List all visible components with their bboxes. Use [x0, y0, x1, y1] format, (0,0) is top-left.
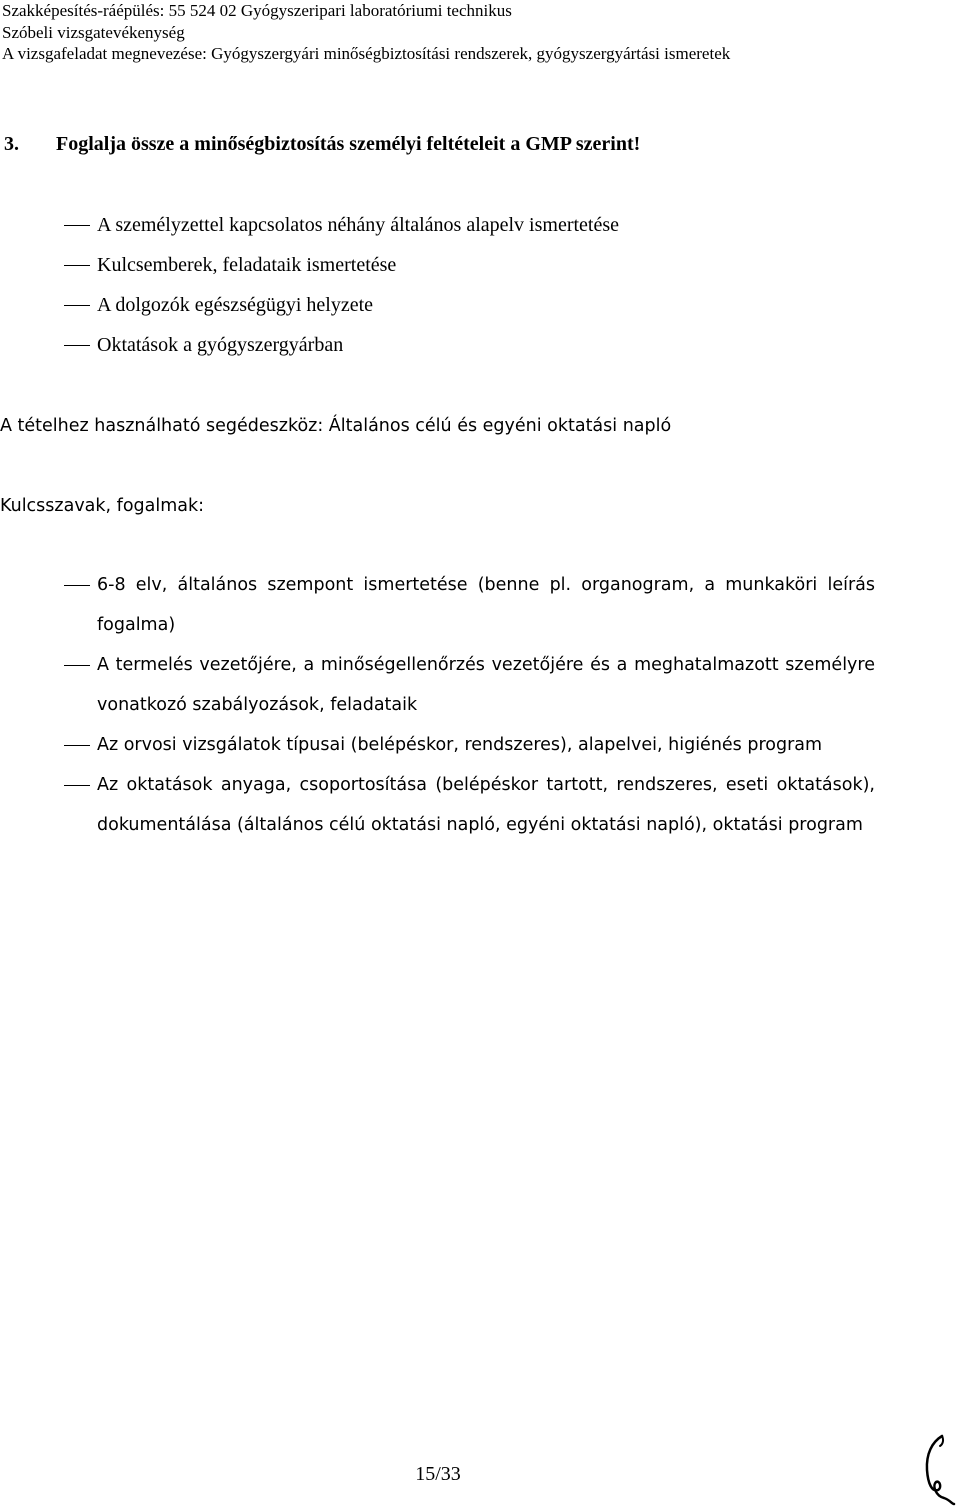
document-header	[2, 0, 952, 65]
signature-icon	[920, 1432, 956, 1506]
list-item: Kulcsemberek, feladataik ismertetése	[0, 245, 875, 285]
list-item: Az oktatások anyaga, csoportosítása (belépéskor tartott, rendszeres, eseti oktatások), dokumentálása (általános célú oktatási napló, egyéni oktatási napló), oktatási program	[0, 765, 875, 845]
list-item: A személyzettel kapcsolatos néhány általános alapelv ismertetése	[0, 205, 875, 245]
header-task-name: A vizsgafeladat megnevezése: Gyógyszergyári minőségbiztosítási rendszerek, gyógyszergyártási ismeretek	[2, 44, 731, 63]
topic-list	[0, 205, 875, 365]
dash-bullet-icon	[64, 745, 90, 746]
dash-bullet-icon	[64, 785, 90, 786]
dash-bullet-icon	[64, 665, 90, 666]
keyword-list	[0, 565, 875, 845]
dash-bullet-icon	[64, 305, 90, 306]
header-qualification: Szakképesítés-ráépülés: 55 524 02 Gyógyszeripari laboratóriumi technikus	[2, 1, 512, 20]
list-item: Az orvosi vizsgálatok típusai (belépéskor, rendszeres), alapelvei, higiénés program	[0, 725, 875, 765]
list-item: A termelés vezetőjére, a minőségellenőrzés vezetőjére és a meghatalmazott személyre vonatkozó szabályozások, feladataik	[0, 645, 875, 725]
dash-bullet-icon	[64, 345, 90, 346]
list-item: Oktatások a gyógyszergyárban	[0, 325, 875, 365]
header-exam-type: Szóbeli vizsgatevékenység	[2, 22, 185, 42]
page-number: 15/33	[415, 1463, 461, 1485]
keywords-label: Kulcsszavak, fogalmak:	[0, 496, 205, 516]
question-heading	[4, 131, 640, 157]
question-text: Foglalja össze a minőségbiztosítás személyi feltételeit a GMP szerint!	[56, 133, 641, 155]
tool-text: A tételhez használható segédeszköz: Általános célú és egyéni oktatási napló	[0, 416, 672, 436]
dash-bullet-icon	[64, 265, 90, 266]
list-item: A dolgozók egészségügyi helyzete	[0, 285, 875, 325]
question-number: 3.	[4, 133, 19, 155]
dash-bullet-icon	[64, 585, 90, 586]
list-item: 6-8 elv, általános szempont ismertetése (benne pl. organogram, a munkaköri leírás fogalma)	[0, 565, 875, 645]
dash-bullet-icon	[64, 225, 90, 226]
